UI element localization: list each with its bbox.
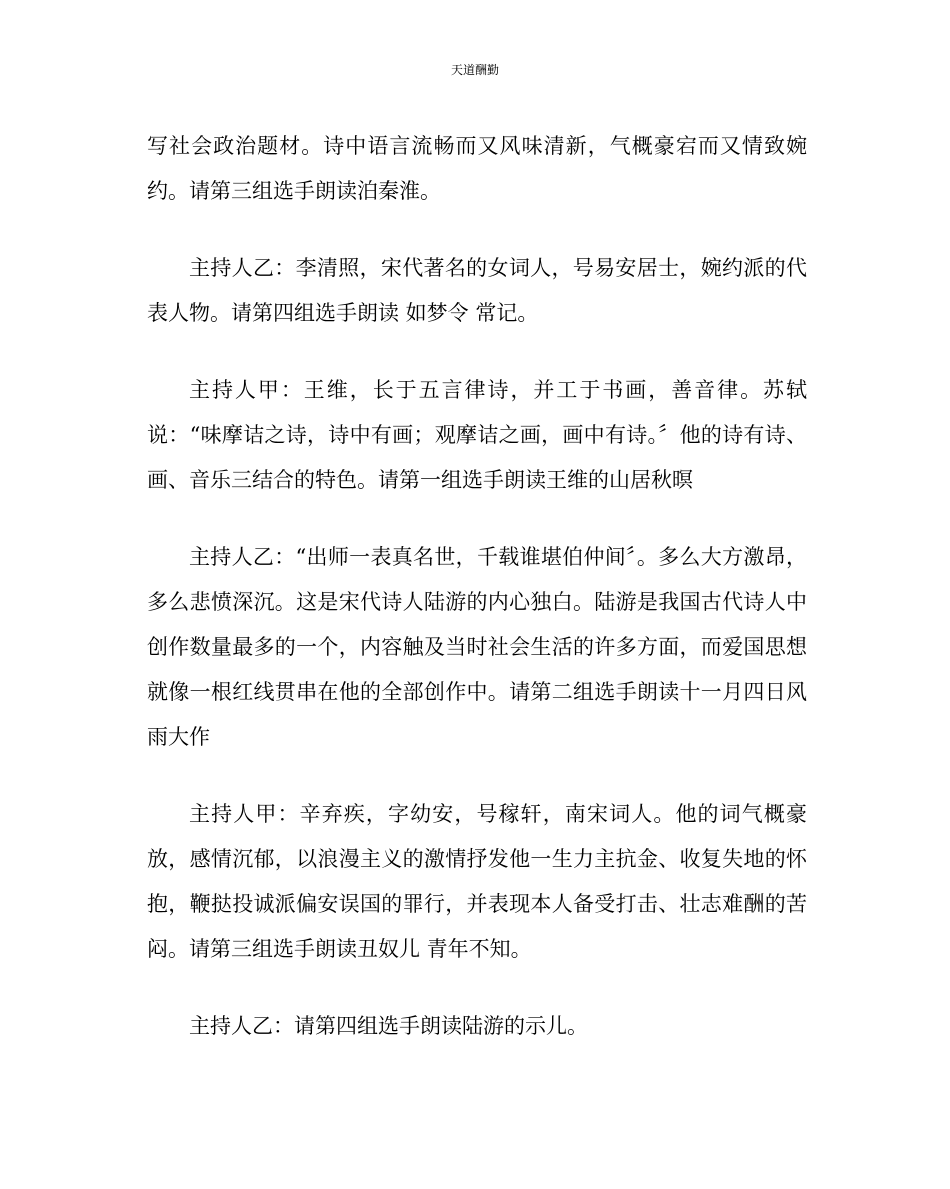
document-body	[147, 124, 807, 1081]
paragraph-host-a-xin-qiji: 主持人甲：辛弃疾，字幼安，号稼轩，南宋词人。他的词气概豪放，感情沉郁，以浪漫主义的激情抒发他一生力主抗金、收复失地的怀抱，鞭挞投诚派偏安误国的罪行，并表现本人备受打击、壮志难酬的苦闷。请第三组选手朗读丑奴儿 青年不知。	[147, 802, 807, 961]
page-header: 天道酬勤	[450, 63, 499, 77]
paragraph-host-b-li-qingzhao: 主持人乙：李清照，宋代著名的女词人，号易安居士，婉约派的代表人物。请第四组选手朗读 如梦令 常记。	[147, 256, 807, 325]
paragraph-continuation: 写社会政治题材。诗中语言流畅而又风味清新，气概豪宕而又情致婉约。请第三组选手朗读泊秦淮。	[147, 134, 807, 203]
paragraph-host-a-wang-wei: 主持人甲：王维，长于五言律诗，并工于书画，善音律。苏轼说：“味摩诘之诗，诗中有画；观摩诘之画，画中有诗。〞他的诗有诗、画、音乐三结合的特色。请第一组选手朗读王维的山居秋暝	[147, 378, 807, 492]
paragraph-host-b-lu-you: 主持人乙：“出师一表真名世，千载谁堪伯仲间〞。多么大方激昂，多么悲愤深沉。这是宋代诗人陆游的内心独白。陆游是我国古代诗人中创作数量最多的一个，内容触及当时社会生活的许多方面，而爱国思想就像一根红线贯串在他的全部创作中。请第二组选手朗读十一月四日风雨大作	[147, 545, 807, 749]
paragraph-host-b-shi-er: 主持人乙：请第四组选手朗读陆游的示儿。	[189, 1014, 588, 1038]
